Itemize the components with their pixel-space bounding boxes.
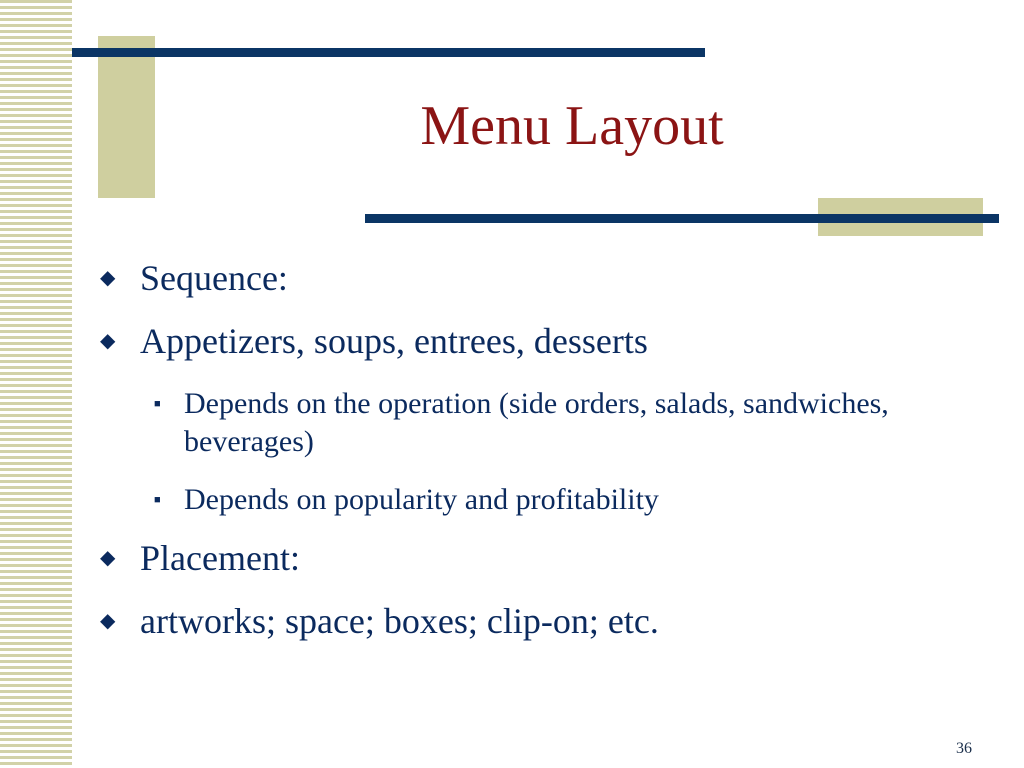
sub-bullet-item	[154, 481, 980, 519]
bullet-text: artworks; space; boxes; clip-on; etc.	[140, 601, 659, 642]
bullet-item	[100, 538, 980, 579]
square-bullet-icon: ■	[154, 397, 161, 410]
diamond-bullet-icon: ◆	[100, 546, 116, 569]
bullet-text: Placement:	[140, 537, 300, 578]
bullet-item	[100, 321, 980, 362]
sub-bullet-text: Depends on popularity and profitability	[184, 482, 659, 516]
bullet-item	[100, 601, 980, 642]
sub-bullet-text: Depends on the operation (side orders, salads, sandwiches, beverages)	[184, 386, 889, 459]
diamond-bullet-icon: ◆	[100, 330, 116, 353]
square-bullet-icon: ■	[154, 493, 161, 506]
bullet-list	[100, 258, 980, 665]
navy-accent-line-bottom	[365, 214, 999, 223]
bullet-text: Appetizers, soups, entrees, desserts	[140, 321, 648, 362]
bullet-item	[100, 258, 980, 299]
navy-accent-line-top	[72, 48, 705, 57]
diamond-bullet-icon: ◆	[100, 610, 116, 633]
sub-bullet-item	[154, 385, 980, 462]
bullet-text: Sequence:	[140, 258, 288, 298]
page-number: 36	[956, 740, 972, 757]
slide-title: Menu Layout	[420, 95, 724, 157]
diamond-bullet-icon: ◆	[100, 267, 116, 289]
